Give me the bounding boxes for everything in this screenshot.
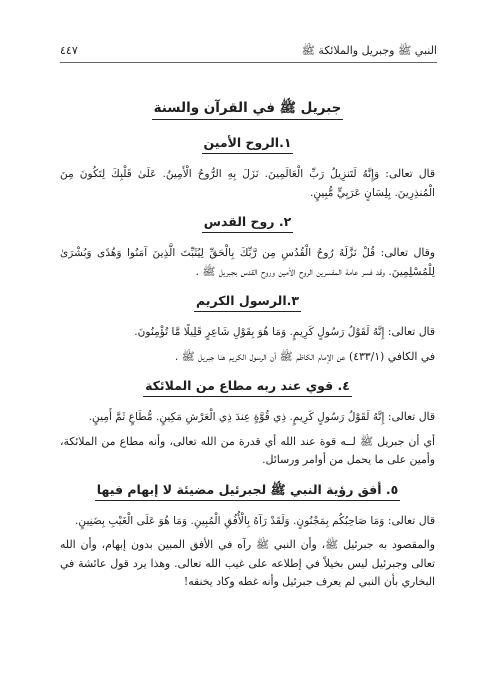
section-title: ١.الروح الأمين: [60, 135, 435, 154]
quran-quote: إِنَّهُ لَقَوْلُ رَسُولٍ كَرِيمٍ. وَمَا هُوَ بِقَوْلِ شَاعِرٍ قَلِيلًا مَّا تُؤْمِنُونَ.: [134, 326, 385, 339]
quran-quote: قُلْ نَزَّلَهُ رُوحُ الْقُدُسِ مِن رَّبِّكَ بِالْحَقِّ لِيُثَبِّتَ الَّذِينَ آمَنُوا وَهُدًى وَبُشْرَىٰ لِلْمُسْلِمِينَ.: [60, 247, 435, 278]
quran-quote: وَإِنَّهُ لَتَنزِيلُ رَبِّ الْعَالَمِينَ. نَزَلَ بِهِ الرُّوحُ الْأَمِينُ. عَلَىٰ قَلْبِكَ لِتَكُونَ مِنَ الْمُنذِرِينَ. بِلِسَانٍ عَرَبِيٍّ مُّبِينٍ.: [60, 168, 435, 199]
section-3: [60, 293, 435, 366]
section-2: [60, 214, 435, 281]
section-title: ٢. روح القدس: [60, 214, 435, 233]
paragraph: أي أن جبريل ﷺ لــه قوة عند الله أي قدرة من الله تعالى، وأنه مطاع من الملائكة، وأمين على ما يحمل من أوامر ورسائل.: [60, 434, 435, 467]
section-1: [60, 135, 435, 202]
paragraph: قال تعالى: وَمَا صَاحِبُكُم بِمَجْنُونٍ. وَلَقَدْ رَآهُ بِالْأُفُقِ الْمُبِينِ. وَمَا هُوَ عَلَى الْغَيْبِ بِضَنِينٍ.: [75, 513, 435, 527]
quran-quote: إِنَّهُ لَقَوْلُ رَسُولٍ كَرِيمٍ. ذِي قُوَّةٍ عِندَ ذِي الْعَرْشِ مَكِينٍ. مُّطَاعٍ ثَمَّ أَمِينٍ.: [88, 411, 385, 424]
chapter-title: جبريل ﷺ في القرآن والسنة: [60, 100, 435, 120]
paragraph: قال تعالى: إِنَّهُ لَقَوْلُ رَسُولٍ كَرِيمٍ. ذِي قُوَّةٍ عِندَ ذِي الْعَرْشِ مَكِينٍ. مُّطَاعٍ ثَمَّ أَمِينٍ.: [88, 410, 435, 424]
section-title: ٣.الرسول الكريم: [60, 293, 435, 312]
running-title: النبي ﷺ وجبريل والملائكة ﷺ: [301, 44, 437, 57]
paragraph: في الكافي (٤٣٣/١) عن الإمام الكاظم ﷺ أن الرسول الكريم هنا جبريل ﷺ .: [174, 349, 435, 363]
paragraph: قال تعالى: إِنَّهُ لَقَوْلُ رَسُولٍ كَرِيمٍ. وَمَا هُوَ بِقَوْلِ شَاعِرٍ قَلِيلًا مَّا تُؤْمِنُونَ.: [134, 325, 435, 339]
page-body: [60, 92, 435, 598]
section-5: [60, 482, 435, 592]
paragraph: وقال تعالى: قُلْ نَزَّلَهُ رُوحُ الْقُدُسِ مِن رَّبِّكَ بِالْحَقِّ لِيُثَبِّتَ الَّذِينَ آمَنُوا وَهُدًى وَبُشْرَىٰ لِلْمُسْلِمِينَ. وقد فسر عامة المفسرين الروح الأمين وروح القدس بجبريل ﷺ .: [60, 246, 435, 278]
page-number: ٤٤٧: [60, 44, 78, 57]
running-header: [60, 44, 437, 63]
section-title: ٥. أفق رؤية النبي ﷺ لجبرئيل مضيئة لا إبهام فيها: [60, 482, 435, 501]
section-4: [60, 378, 435, 470]
section-title: ٤. قوي عند ربه مطاع من الملائكة: [60, 378, 435, 397]
quran-quote: وَمَا صَاحِبُكُم بِمَجْنُونٍ. وَلَقَدْ رَآهُ بِالْأُفُقِ الْمُبِينِ. وَمَا هُوَ عَلَى الْغَيْبِ بِضَنِينٍ.: [75, 514, 385, 527]
paragraph: والمقصود به جبرئيل ﷺ، وأن النبي ﷺ رآه في الأفق المبين بدون إبهام، وأن الله تعالى وجبرئيل ليس بخيلاً في إطلاعه على غيب الله تعالى. وهذا يرد قول عائشة في البخاري بأن النبي لم يعرف جبرئيل وأنه غطه وكاد يخنقه!: [60, 538, 435, 589]
paragraph: قال تعالى: وَإِنَّهُ لَتَنزِيلُ رَبِّ الْعَالَمِينَ. نَزَلَ بِهِ الرُّوحُ الْأَمِينُ. عَلَىٰ قَلْبِكَ لِتَكُونَ مِنَ الْمُنذِرِينَ. بِلِسَانٍ عَرَبِيٍّ مُّبِينٍ.: [60, 167, 436, 199]
